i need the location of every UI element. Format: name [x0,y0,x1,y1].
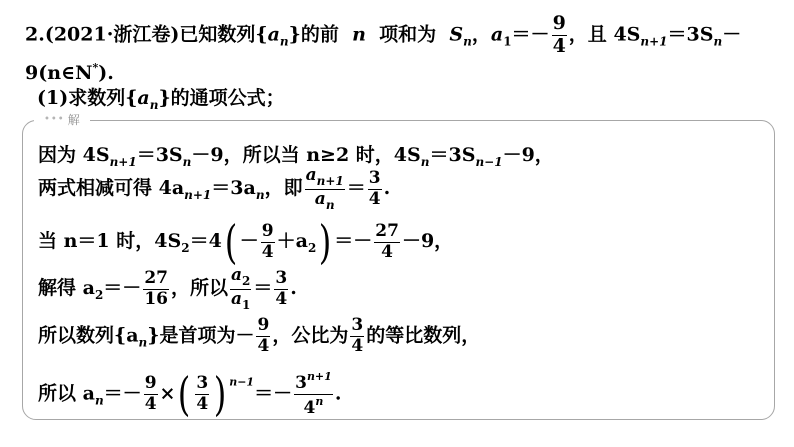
l2-b: ＝3a [211,177,256,200]
fraction-three-fourths [368,167,382,209]
l6-frac3-den-sup: n [315,394,324,408]
l2-frac-num [305,167,345,190]
l2-c: ，即 [264,177,303,200]
fraction-9-4-b [256,317,270,356]
l1-b: ＝3S [136,144,183,166]
l3-inner-den: 4 [261,241,274,262]
l5-a: 所以数列{a [38,324,139,347]
brace-close: } [288,23,301,46]
solution-line-5 [38,317,480,356]
rel-eq: ＝3S [667,23,714,46]
fraction-nine-fourths [552,14,567,57]
sub-n: n [279,34,289,49]
l3-inner-num: 9 [261,220,274,241]
l4-frac2-num-sub: 2 [242,274,251,288]
l3-frac-num: 27 [375,220,399,241]
frac-num: 9 [552,12,566,34]
problem-number: 2. [25,23,45,46]
l6-sub1: n [94,393,104,408]
l4-frac-num: 27 [144,267,168,288]
fraction-3-4-b [274,267,288,309]
l2-frac-den-sub: n [325,197,335,212]
q1-text-a: 求数列{ [68,87,138,109]
l1-d: ＝3S [429,144,476,166]
l5-frac-num: 9 [257,315,270,335]
l6-frac2-den: 4 [196,393,209,414]
q1-sub: n [149,98,159,112]
l4-frac2-num [230,267,251,290]
l4-b: ＝－ [103,277,142,300]
problem-line-2 [25,62,114,83]
var-S: S [449,23,464,46]
solution-line-6 [38,367,342,422]
problem-intro: 已知数列 [179,23,256,46]
l6-c: ＝－ [254,382,293,405]
l5-sub1: n [138,335,148,350]
l6-frac3-num-sup: n+1 [306,370,332,383]
l5-frac-den: 4 [257,335,270,356]
l1-sub2: n [182,155,192,169]
fraction-27-16 [143,267,169,309]
l6-end: . [334,382,342,405]
fraction-9-4-c [144,375,158,414]
l2-a: 两式相减可得 4a [38,177,185,200]
fraction-3-4-c [350,317,364,356]
l2-end: . [383,177,391,200]
line2-text: 9(n∈N [25,62,93,84]
l1-c: －9，所以当 n≥2 时，4S [191,144,421,166]
l4-frac2-num-var: a [231,265,243,285]
fraction-ratio [305,167,345,211]
l1-sub4: n−1 [475,155,503,169]
fraction-27-4 [374,220,400,262]
solution-line-2 [38,167,390,211]
left-paren-icon-2: ( [178,367,191,422]
l4-a: 解得 a [38,277,95,300]
l3-sub1: 2 [181,241,190,255]
brace-open: { [255,23,268,46]
frac-den: 4 [552,34,566,57]
l4-frac3-den: 4 [275,288,288,309]
l6-b: ＝－ [103,382,142,405]
l3-a: 当 n＝1 时，4S [38,230,182,252]
var-n: n [352,23,366,46]
solution-label: 解 [67,113,80,127]
l6-times: × [159,382,176,405]
l4-frac2-den-sub: 1 [242,297,251,312]
sub-1: 1 [503,34,512,49]
line2-end: ). [98,62,114,84]
rel-minus: － [722,23,742,46]
l4-c: ，所以 [170,277,228,300]
q1-text-b: }的通项公式； [158,87,285,109]
text-qian: 的前 [300,23,339,46]
l4-eq: ＝ [253,277,273,300]
problem-source: (2021·浙江卷) [44,23,180,46]
rel-lhs-sub: n+1 [640,34,668,49]
eq-neg: ＝－ [511,23,550,46]
fraction-inner [261,220,275,262]
l6-frac-num: 9 [144,373,157,393]
l6-a: 所以 a [38,382,95,405]
l2-eq: ＝ [346,177,366,200]
l4-frac2-den-var: a [231,288,243,309]
l3-inner-plus: ＋a [276,230,308,252]
solution-line-4 [38,267,297,311]
l1-e: －9， [502,144,554,166]
l4-sub1: 2 [94,288,104,303]
l4-frac3-num: 3 [275,267,288,288]
solution-tag [34,111,90,128]
l1-a: 因为 4S [38,144,110,166]
solution-line-3 [38,215,454,269]
l3-inner-sub: 2 [307,241,317,255]
l6-frac3-den-base: 4 [303,397,316,418]
l6-pow: n−1 [229,375,255,389]
l4-frac-den: 16 [144,288,168,309]
var-a: a [267,23,280,46]
l2-frac2-den: 4 [368,188,381,209]
l2-sub1: n+1 [184,188,212,203]
l1-sub3: n [420,155,430,169]
comma-1: ， [471,23,491,46]
comma-and: ，且 [568,23,607,46]
l4-frac2-den [230,290,251,312]
l6-frac3-den [294,395,333,418]
l1-sub1: n+1 [109,155,137,169]
l2-frac-num-var: a [305,165,317,185]
l2-frac-den-var: a [314,188,326,209]
fraction-a2-a1 [230,267,251,311]
l2-sub2: n [255,188,265,203]
q1-label: (1) [37,87,69,109]
l2-frac-den [305,190,345,212]
l3-b: ＝4 [189,230,222,252]
solution-line-1 [38,146,554,168]
l3-inner-neg: － [239,230,259,252]
l3-frac-den: 4 [381,241,394,262]
l5-c: ，公比为 [272,324,349,347]
l4-end: . [290,277,297,300]
l6-frac2-num: 3 [196,373,209,393]
fraction-power [294,371,333,418]
tag-dots-icon: ••• [44,114,65,125]
fraction-3-4-d [195,375,209,414]
l3-d: －9， [401,230,454,252]
right-paren-icon: ) [318,215,332,269]
q1-var: a [137,87,150,109]
rel-lhs: 4S [613,23,641,46]
l2-frac2-num: 3 [368,167,381,188]
var-a1: a [490,23,504,46]
l5-b: }是首项为－ [147,324,255,347]
l5-frac2-den: 4 [351,335,364,356]
left-paren-icon: ( [224,215,238,269]
l5-d: 的等比数列， [366,324,481,347]
l3-c: ＝－ [334,230,373,252]
line2-sup: * [92,61,99,74]
rel-rhs-sub: n [713,34,723,49]
l6-frac3-num [294,371,333,395]
l2-frac-num-sub: n+1 [316,174,344,188]
question-1 [37,89,285,111]
sub-S: n [463,34,472,49]
l6-frac3-num-base: 3 [295,373,307,393]
l6-frac-den: 4 [144,393,157,414]
text-xiang: 项和为 [379,23,437,46]
problem-line-1 [25,14,741,57]
right-paren-icon-2: ) [213,367,227,422]
l5-frac2-num: 3 [351,315,364,335]
